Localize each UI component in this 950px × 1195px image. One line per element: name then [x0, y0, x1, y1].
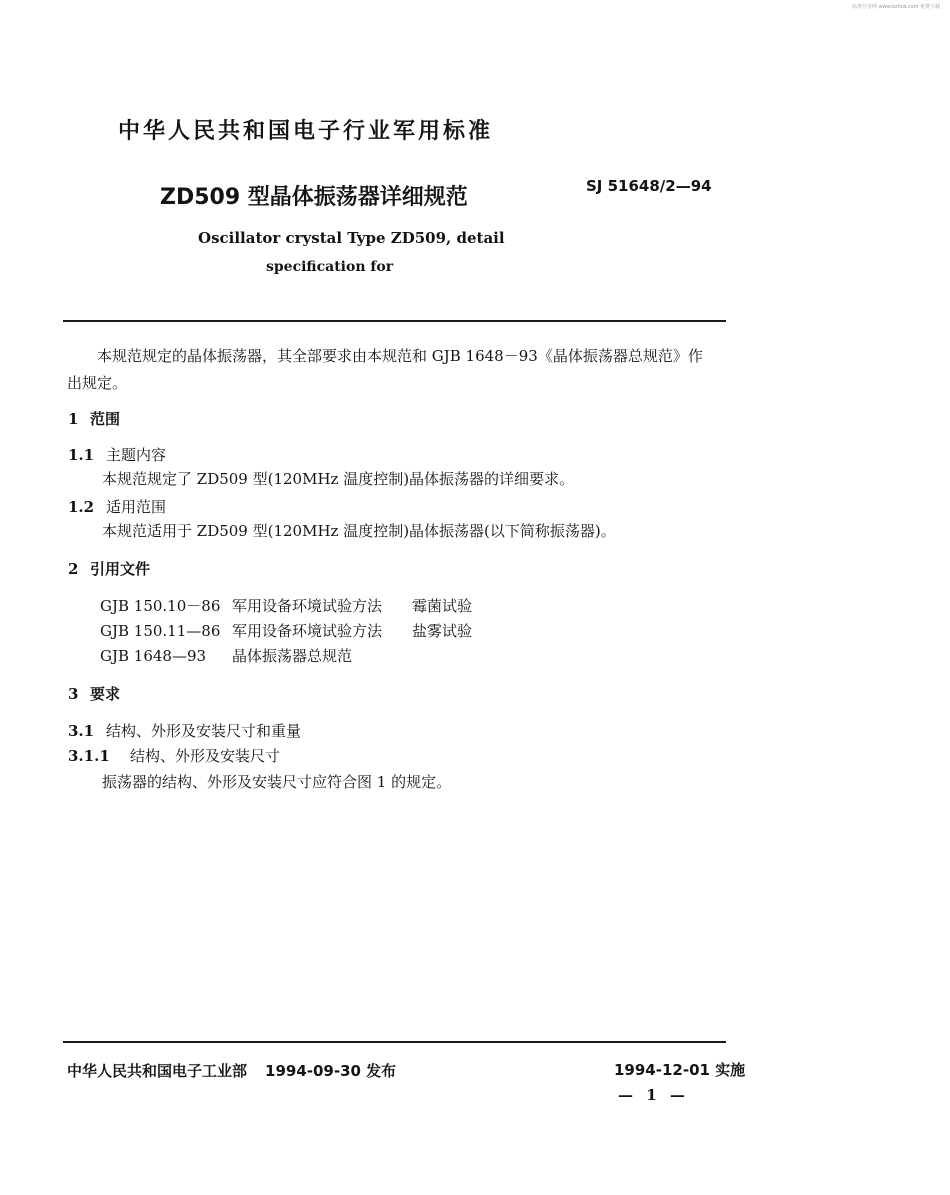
scan-watermark: 标准分享网 www.bzfxw.com 免费下载 — [852, 4, 940, 10]
section-number: 3 — [68, 685, 79, 703]
reference-category: 军用设备环境试验方法 — [232, 622, 383, 640]
section-number: 1.2 — [68, 498, 95, 516]
intro-line2: 出规定。 — [67, 374, 128, 392]
section-1-2-body: 本规范适用于 ZD509 型(120MHz 温度控制)晶体振荡器(以下简称振荡器)。 — [102, 522, 616, 540]
reference-code: GJB 150.11—86 — [100, 622, 221, 640]
document-title: ZD509 型晶体振荡器详细规范 — [160, 185, 468, 210]
english-title-line1: Oscillator crystal Type ZD509, detail — [198, 229, 505, 247]
reference-row — [100, 595, 472, 616]
section-1-heading — [68, 408, 120, 429]
section-number: 2 — [68, 560, 79, 578]
reference-row — [100, 620, 472, 641]
section-3-1-1-body: 振荡器的结构、外形及安装尺寸应符合图 1 的规定。 — [102, 773, 452, 791]
reference-category: 军用设备环境试验方法 — [232, 597, 383, 615]
standard-category: 中华人民共和国电子行业军用标准 — [118, 118, 494, 144]
section-1-2-heading — [68, 496, 166, 517]
section-title: 主题内容 — [106, 446, 167, 464]
section-title: 引用文件 — [90, 560, 151, 578]
section-number: 3.1.1 — [68, 747, 110, 765]
section-3-heading — [68, 683, 120, 704]
reference-name: 霉菌试验 — [412, 597, 473, 615]
section-number: 1 — [68, 410, 79, 428]
section-title: 结构、外形及安装尺寸和重量 — [106, 722, 302, 740]
page-number: — 1 — — [618, 1086, 689, 1104]
standard-number: SJ 51648/2—94 — [586, 177, 712, 195]
top-divider — [63, 320, 726, 322]
section-title: 范围 — [90, 410, 121, 428]
footer-issuer-block — [67, 1060, 396, 1081]
section-title: 适用范围 — [106, 498, 167, 516]
issue-date: 1994-09-30 发布 — [265, 1062, 397, 1080]
bottom-divider — [63, 1041, 726, 1043]
section-number: 3.1 — [68, 722, 95, 740]
section-2-heading — [68, 558, 150, 579]
reference-code: GJB 150.10－86 — [100, 597, 221, 615]
section-3-1-1-heading — [68, 745, 280, 766]
reference-name: 盐雾试验 — [412, 622, 473, 640]
section-1-1-body: 本规范规定了 ZD509 型(120MHz 温度控制)晶体振荡器的详细要求。 — [102, 470, 575, 488]
issuer: 中华人民共和国电子工业部 — [67, 1062, 248, 1080]
section-number: 1.1 — [68, 446, 95, 464]
section-title: 结构、外形及安装尺寸 — [130, 747, 281, 765]
intro-line1: 本规范规定的晶体振荡器，其全部要求由本规范和 GJB 1648－93《晶体振荡器总规范》作 — [97, 347, 703, 365]
effective-date: 1994-12-01 实施 — [614, 1061, 746, 1079]
reference-row — [100, 645, 412, 666]
reference-category: 晶体振荡器总规范 — [232, 647, 353, 665]
section-3-1-heading — [68, 720, 301, 741]
reference-code: GJB 1648—93 — [100, 647, 207, 665]
section-1-1-heading — [68, 444, 166, 465]
english-title-line2: specification for — [266, 259, 394, 275]
section-title: 要求 — [90, 685, 121, 703]
